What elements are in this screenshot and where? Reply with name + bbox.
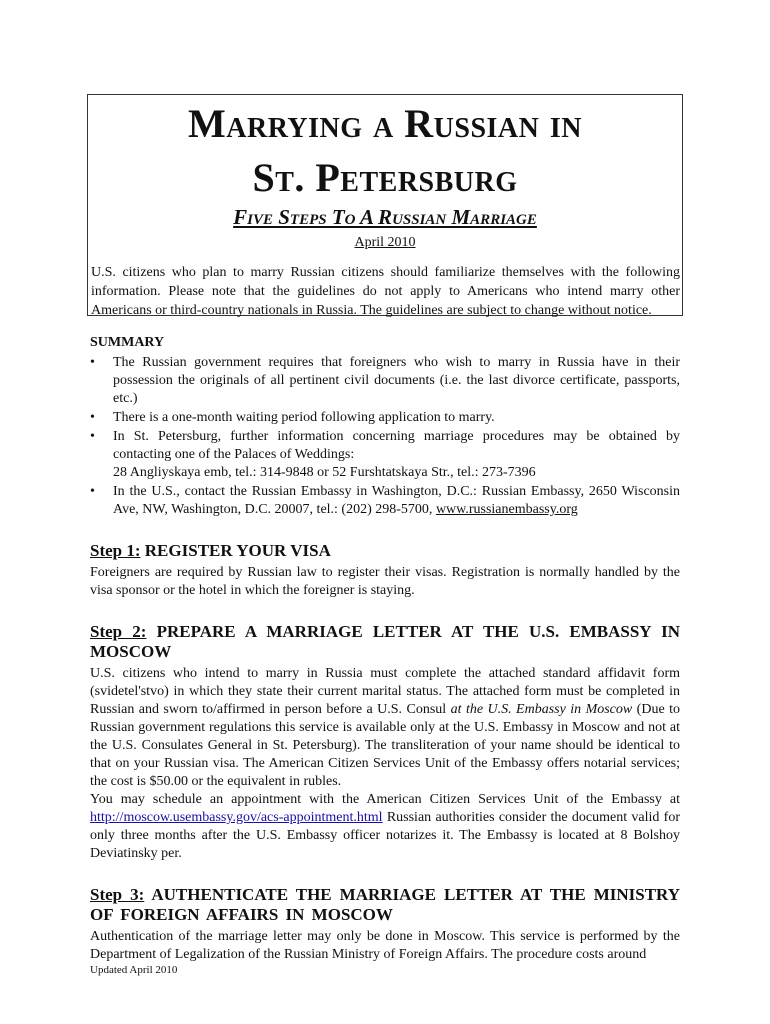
title-line-1: Marrying a Russian in bbox=[188, 101, 582, 146]
list-item bbox=[90, 483, 680, 519]
step-2-body-2-part-a: You may schedule an appointment with the American Citizen Services Unit of the Embassy at bbox=[90, 792, 680, 807]
header-box bbox=[87, 94, 683, 316]
summary-list bbox=[90, 354, 680, 519]
title-line-2: St. Petersburg bbox=[252, 155, 518, 200]
step-3-number: Step 3: bbox=[90, 885, 145, 904]
step-1-title: REGISTER YOUR VISA bbox=[140, 541, 331, 560]
date: April 2010 bbox=[354, 235, 416, 250]
step-1-heading bbox=[90, 541, 680, 561]
subtitle: Five Steps To A Russian Marriage bbox=[233, 205, 537, 229]
step-1-body: Foreigners are required by Russian law to register their visas. Registration is normally handled by the visa sponsor or the hotel in which the foreigner is staying. bbox=[90, 565, 680, 598]
summary-item-text: There is a one-month waiting period following application to marry. bbox=[113, 410, 495, 425]
summary-item-text: The Russian government requires that foreigners who wish to marry in Russia have in their possession the originals of all pertinent civil documents (i.e. the last divorce certificate, passports, etc.) bbox=[113, 355, 680, 406]
step-2-title: PREPARE A MARRIAGE LETTER AT THE U.S. EMBASSY IN MOSCOW bbox=[90, 622, 681, 661]
step-3-body: Authentication of the marriage letter may only be done in Moscow. This service is performed by the Department of Legalization of the Russian Ministry of Foreign Affairs. The procedure costs around bbox=[90, 929, 680, 962]
list-item bbox=[90, 354, 680, 408]
list-item bbox=[90, 409, 680, 427]
palaces-address: 28 Angliyskaya emb, tel.: 314-9848 or 52 Furshtatskaya Str., tel.: 273-7396 bbox=[113, 465, 536, 480]
appointment-link[interactable]: http://moscow.usembassy.gov/acs-appointment.html bbox=[90, 810, 383, 825]
step-2-body-2 bbox=[90, 791, 680, 863]
step-2-heading bbox=[90, 622, 680, 662]
step-2-body-2-part-b: Russian authorities consider the document valid for only three months after the U.S. Embassy officer notarizes it. The Embassy is located at 8 Bolshoy Deviatinsky per. bbox=[90, 810, 680, 861]
step-2-body bbox=[90, 665, 680, 791]
summary-heading: SUMMARY bbox=[90, 335, 165, 350]
main-content bbox=[90, 334, 680, 964]
step-2-body-italic: at the U.S. Embassy in Moscow bbox=[450, 702, 633, 717]
step-2-number: Step 2: bbox=[90, 622, 147, 641]
step-2-body-part-b: (Due to Russian government regulations this service is available only at the U.S. Embassy in Moscow and not at the U.S. Consulates General in St. Petersburg). The transliteration of your name should be identical to that on your Russian visa. The American Citizen Services Unit of the Embassy offers notarial services; the cost is $50.00 or the equivalent in rubles. bbox=[90, 702, 680, 789]
bullet-icon: • bbox=[90, 355, 95, 370]
footer-text: Updated April 2010 bbox=[90, 964, 178, 976]
summary-item-text: In St. Petersburg, further information concerning marriage procedures may be obtained by contacting one of the Palaces of Weddings: bbox=[113, 429, 680, 462]
bullet-icon: • bbox=[90, 484, 95, 499]
step-1-number: Step 1: bbox=[90, 541, 141, 560]
intro-paragraph: U.S. citizens who plan to marry Russian citizens should familiarize themselves with the following information. Please note that the guidelines do not apply to Americans who intend marry other Americans or third-country nationals in Russia. The guidelines are subject to change without notice. bbox=[91, 265, 680, 318]
bullet-icon: • bbox=[90, 410, 95, 425]
step-3-title: AUTHENTICATE THE MARRIAGE LETTER AT THE MINISTRY OF FOREIGN AFFAIRS IN MOSCOW bbox=[90, 885, 680, 924]
step-2-body-part-a: U.S. citizens who intend to marry in Russia must complete the attached standard affidavit form (svidetel'stvo) in which they state their current marital status. The attached form must be completed in Russian and sworn to/affirmed in person before a U.S. Consul bbox=[90, 666, 680, 717]
summary-item-text: In the U.S., contact the Russian Embassy in Washington, D.C.: Russian Embassy, 2650 Wisconsin Ave, NW, Washington, D.C. 20007, tel.: (202) 298-5700, bbox=[113, 484, 680, 517]
bullet-icon: • bbox=[90, 429, 95, 444]
step-3-heading bbox=[90, 885, 680, 925]
list-item bbox=[90, 428, 680, 482]
russian-embassy-link[interactable]: www.russianembassy.org bbox=[435, 502, 578, 517]
